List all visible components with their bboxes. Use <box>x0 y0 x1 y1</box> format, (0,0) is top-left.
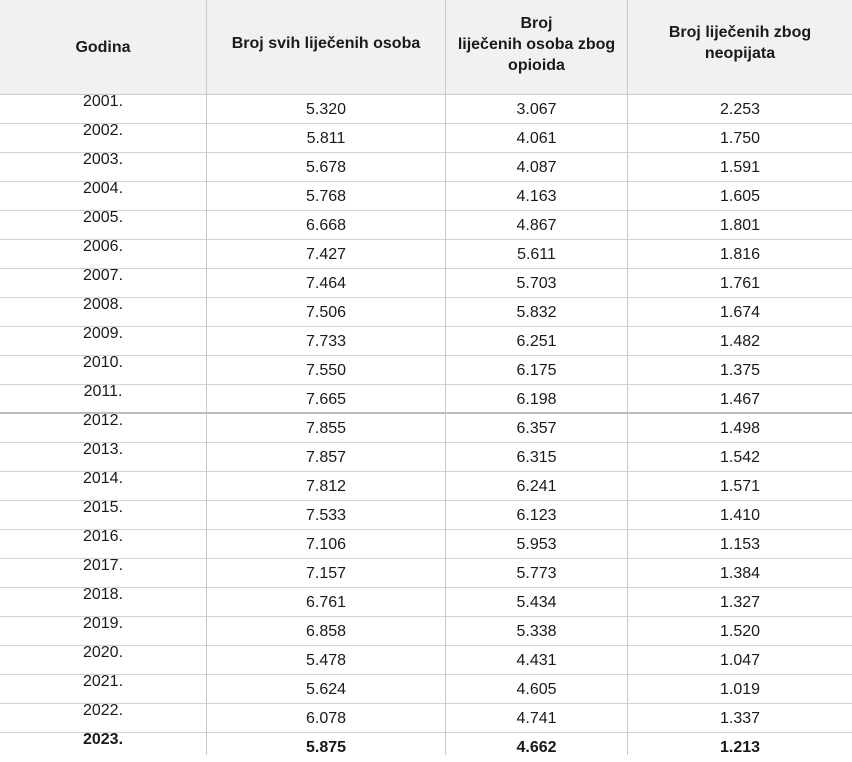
table-body <box>0 95 852 761</box>
year-cell: 2008. <box>82 296 124 313</box>
opioid-treated-cell: 4.431 <box>516 652 557 669</box>
opioid-treated-cell: 6.123 <box>516 507 557 524</box>
opioid-treated-cell: 6.315 <box>516 449 557 466</box>
year-cell: 2021. <box>82 673 124 690</box>
total-treated-cell: 6.668 <box>305 217 347 234</box>
non-opiate-treated-cell: 1.047 <box>719 652 761 669</box>
table-row <box>0 733 852 761</box>
header-opioid-treated: Broj liječenih osoba zbog opioida <box>457 14 616 74</box>
total-treated-cell: 7.733 <box>305 333 347 350</box>
total-treated-cell: 7.506 <box>305 304 347 321</box>
non-opiate-treated-cell: 1.327 <box>719 594 761 611</box>
year-cell: 2011. <box>83 383 123 400</box>
total-treated-cell: 5.478 <box>305 652 347 669</box>
opioid-treated-cell: 4.662 <box>516 739 557 756</box>
year-cell: 2006. <box>82 238 124 255</box>
total-treated-cell: 7.665 <box>305 391 347 408</box>
non-opiate-treated-cell: 2.253 <box>719 101 761 118</box>
column-divider <box>206 0 207 755</box>
year-cell: 2013. <box>82 441 124 458</box>
year-cell: 2001. <box>82 93 124 110</box>
opioid-treated-cell: 6.175 <box>516 362 557 379</box>
total-treated-cell: 5.875 <box>305 739 347 756</box>
header-year: Godina <box>75 38 131 56</box>
non-opiate-treated-cell: 1.213 <box>719 739 761 756</box>
total-treated-cell: 5.624 <box>305 681 347 698</box>
non-opiate-treated-cell: 1.498 <box>719 420 761 437</box>
opioid-treated-cell: 5.832 <box>516 304 557 321</box>
non-opiate-treated-cell: 1.605 <box>719 188 761 205</box>
total-treated-cell: 5.768 <box>305 188 347 205</box>
year-cell: 2012. <box>82 412 124 429</box>
column-divider <box>627 0 628 755</box>
column-divider <box>445 0 446 755</box>
header-total-treated: Broj svih liječenih osoba <box>231 34 421 52</box>
opioid-treated-cell: 5.703 <box>516 275 557 292</box>
year-cell: 2016. <box>82 528 124 545</box>
opioid-treated-cell: 6.251 <box>516 333 557 350</box>
year-cell: 2015. <box>82 499 124 516</box>
total-treated-cell: 7.857 <box>305 449 347 466</box>
non-opiate-treated-cell: 1.750 <box>719 130 761 147</box>
total-treated-cell: 5.678 <box>305 159 347 176</box>
opioid-treated-cell: 5.338 <box>516 623 557 640</box>
total-treated-cell: 5.811 <box>306 130 346 147</box>
non-opiate-treated-cell: 1.520 <box>719 623 761 640</box>
total-treated-cell: 7.427 <box>305 246 347 263</box>
opioid-treated-cell: 6.198 <box>516 391 557 408</box>
opioid-treated-cell: 5.773 <box>516 565 557 582</box>
year-cell: 2017. <box>82 557 124 574</box>
non-opiate-treated-cell: 1.801 <box>719 217 761 234</box>
opioid-treated-cell: 6.241 <box>516 478 557 495</box>
non-opiate-treated-cell: 1.571 <box>719 478 761 495</box>
opioid-treated-cell: 6.357 <box>516 420 557 437</box>
total-treated-cell: 7.464 <box>305 275 347 292</box>
total-treated-cell: 7.812 <box>305 478 347 495</box>
non-opiate-treated-cell: 1.384 <box>719 565 761 582</box>
total-treated-cell: 7.855 <box>305 420 347 437</box>
year-cell: 2022. <box>82 702 124 719</box>
year-cell: 2023. <box>82 731 124 748</box>
header-non-opiate-treated: Broj liječenih zbog neopijata <box>668 24 812 62</box>
non-opiate-treated-cell: 1.153 <box>719 536 761 553</box>
non-opiate-treated-cell: 1.467 <box>719 391 761 408</box>
opioid-treated-cell: 5.953 <box>516 536 557 553</box>
total-treated-cell: 5.320 <box>305 101 347 118</box>
non-opiate-treated-cell: 1.019 <box>719 681 761 698</box>
non-opiate-treated-cell: 1.482 <box>719 333 761 350</box>
year-cell: 2014. <box>82 470 124 487</box>
year-cell: 2002. <box>82 122 124 139</box>
non-opiate-treated-cell: 1.542 <box>719 449 761 466</box>
opioid-treated-cell: 3.067 <box>516 101 557 118</box>
total-treated-cell: 6.078 <box>305 710 347 727</box>
year-cell: 2009. <box>82 325 124 342</box>
total-treated-cell: 7.533 <box>305 507 347 524</box>
opioid-treated-cell: 5.611 <box>517 246 556 263</box>
year-cell: 2004. <box>82 180 124 197</box>
non-opiate-treated-cell: 1.410 <box>719 507 761 524</box>
year-cell: 2010. <box>82 354 124 371</box>
year-cell: 2018. <box>82 586 124 603</box>
total-treated-cell: 7.550 <box>305 362 347 379</box>
total-treated-cell: 7.106 <box>305 536 347 553</box>
non-opiate-treated-cell: 1.375 <box>719 362 761 379</box>
opioid-treated-cell: 4.061 <box>516 130 557 147</box>
year-cell: 2003. <box>82 151 124 168</box>
opioid-treated-cell: 5.434 <box>516 594 557 611</box>
year-cell: 2007. <box>82 267 124 284</box>
non-opiate-treated-cell: 1.761 <box>719 275 761 292</box>
opioid-treated-cell: 4.605 <box>516 681 557 698</box>
year-cell: 2019. <box>82 615 124 632</box>
opioid-treated-cell: 4.741 <box>516 710 557 727</box>
non-opiate-treated-cell: 1.591 <box>719 159 761 176</box>
total-treated-cell: 7.157 <box>305 565 347 582</box>
non-opiate-treated-cell: 1.337 <box>719 710 761 727</box>
opioid-treated-cell: 4.163 <box>516 188 557 205</box>
year-cell: 2005. <box>82 209 124 226</box>
opioid-treated-cell: 4.087 <box>516 159 557 176</box>
opioid-treated-cell: 4.867 <box>516 217 557 234</box>
total-treated-cell: 6.858 <box>305 623 347 640</box>
non-opiate-treated-cell: 1.816 <box>719 246 761 263</box>
year-cell: 2020. <box>82 644 124 661</box>
non-opiate-treated-cell: 1.674 <box>719 304 761 321</box>
table-header <box>0 0 852 95</box>
total-treated-cell: 6.761 <box>305 594 347 611</box>
